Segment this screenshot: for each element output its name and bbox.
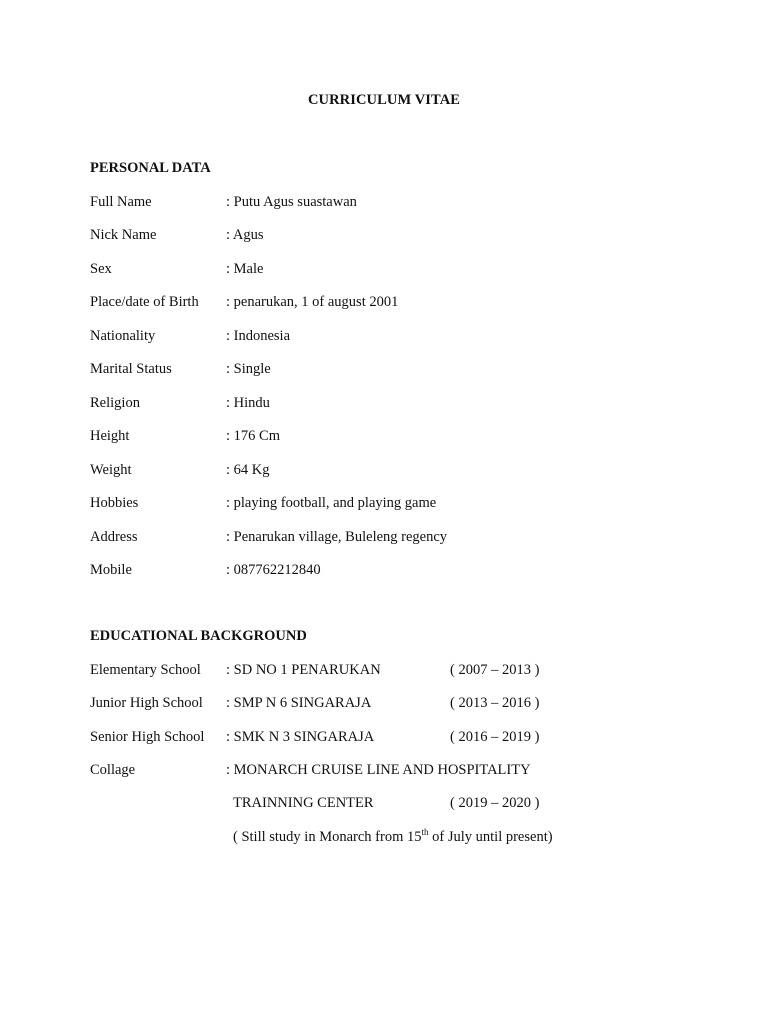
education-row-senior-high: [90, 727, 730, 747]
row-value: : 087762212840: [226, 562, 321, 578]
document-title: CURRICULUM VITAE: [307, 92, 461, 108]
row-label: Address: [90, 529, 138, 545]
note-text: [233, 827, 553, 847]
education-row-collage: [90, 760, 730, 780]
row-label: Religion: [90, 395, 140, 411]
education-row-elementary: [90, 660, 730, 680]
note-text-after: of July until present): [428, 829, 553, 845]
row-value: : SMK N 3 SINGARAJA: [226, 729, 375, 745]
note-superscript: th: [421, 827, 429, 838]
row-value: : Male: [226, 261, 264, 277]
row-value: : MONARCH CRUISE LINE AND HOSPITALITY: [226, 762, 531, 778]
row-label: Sex: [90, 261, 112, 277]
row-label: Place/date of Birth: [90, 294, 199, 310]
education-heading: EDUCATIONAL BACKGROUND: [90, 628, 307, 644]
education-row-collage-continuation: [90, 793, 730, 813]
personal-data-heading: PERSONAL DATA: [90, 160, 211, 176]
personal-row-nick-name: [90, 225, 730, 245]
row-label: Senior High School: [90, 729, 205, 745]
row-label: Elementary School: [90, 662, 201, 678]
row-label: Nationality: [90, 328, 156, 344]
row-label: Weight: [90, 462, 132, 478]
row-years: ( 2016 – 2019 ): [450, 729, 540, 745]
row-value: : Indonesia: [226, 328, 291, 344]
row-value: : SD NO 1 PENARUKAN: [226, 662, 381, 678]
row-label: Hobbies: [90, 495, 139, 511]
row-value: : playing football, and playing game: [226, 495, 437, 511]
row-value: : penarukan, 1 of august 2001: [226, 294, 399, 310]
row-value: : Putu Agus suastawan: [226, 194, 357, 210]
row-years: ( 2007 – 2013 ): [450, 662, 540, 678]
personal-row-marital-status: [90, 359, 730, 379]
row-label: Nick Name: [90, 227, 157, 243]
personal-row-full-name: [90, 192, 730, 212]
row-label: Junior High School: [90, 695, 203, 711]
personal-row-birth: [90, 292, 730, 312]
personal-row-sex: [90, 259, 730, 279]
personal-row-nationality: [90, 326, 730, 346]
personal-row-weight: [90, 460, 730, 480]
row-value: : 176 Cm: [226, 428, 280, 444]
row-value: : Hindu: [226, 395, 270, 411]
row-label: Height: [90, 428, 130, 444]
row-years: ( 2019 – 2020 ): [450, 795, 540, 811]
personal-row-religion: [90, 393, 730, 413]
row-value: TRAINNING CENTER: [233, 795, 374, 811]
row-value: : Penarukan village, Buleleng regency: [226, 529, 448, 545]
row-label: Marital Status: [90, 361, 172, 377]
row-value: : 64 Kg: [226, 462, 270, 478]
row-value: : Single: [226, 361, 271, 377]
education-row-junior-high: [90, 693, 730, 713]
row-label: Mobile: [90, 562, 132, 578]
row-label: Collage: [90, 762, 136, 778]
row-value: : Agus: [226, 227, 264, 243]
row-years: ( 2013 – 2016 ): [450, 695, 540, 711]
personal-row-height: [90, 426, 730, 446]
education-note: [90, 827, 730, 847]
row-value: : SMP N 6 SINGARAJA: [226, 695, 372, 711]
personal-row-hobbies: [90, 493, 730, 513]
row-label: Full Name: [90, 194, 152, 210]
personal-row-mobile: [90, 560, 730, 580]
note-text-before: ( Still study in Monarch from 15: [233, 829, 422, 845]
personal-row-address: [90, 527, 730, 547]
